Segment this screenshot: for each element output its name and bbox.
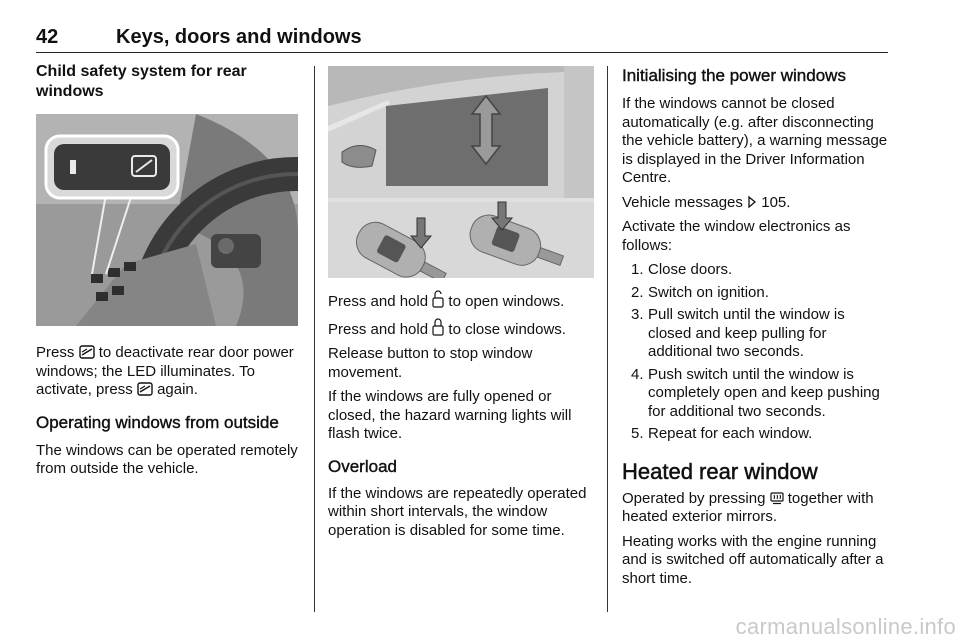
paragraph-hazard: If the windows are fully opened or closed, the hazard warning lights will flash twice.: [328, 388, 572, 442]
section-heading-outside: Operating windows from outside: [36, 412, 279, 432]
lock-key-icon: [432, 318, 444, 336]
section-heading-initialising: Initialising the power windows: [622, 66, 846, 85]
page-header: [36, 22, 888, 53]
paragraph-vehicle-messages: Vehicle messages 105.: [622, 193, 791, 211]
paragraph-overload: If the windows are repeatedly operated within short intervals, the window operation is disabled for some time.: [328, 484, 587, 539]
paragraph-init-intro: If the windows cannot be closed automatically (e.g. after disconnecting the vehicle battery), a warning message is displayed in the Driver Information Centre.: [622, 95, 888, 186]
section-heading-overload: Overload: [328, 456, 397, 476]
section-title-child-safety: Child safety system for rear windows: [36, 63, 247, 100]
list-item: 2. Switch on ignition.: [631, 283, 769, 301]
child-lock-window-icon: [137, 382, 153, 396]
list-item: 5. Repeat for each window.: [631, 425, 813, 442]
chapter-title: Keys, doors and windows: [116, 26, 362, 48]
column-middle: [328, 62, 594, 540]
list-item: 3. Pull switch until the window is closed and keep pulling for additional two seconds.: [631, 306, 845, 360]
steps-list: [622, 261, 888, 444]
paragraph-release: Release button to stop window movement.: [328, 345, 533, 381]
list-item: 1. Close doors.: [631, 261, 733, 278]
paragraph-child-lock: Press to deactivate rear door power windows; the LED illuminates. To activate, press again.: [36, 344, 294, 398]
paragraph-remote: The windows can be operated remotely from outside the vehicle.: [36, 441, 298, 477]
watermark: carmanualsonline.info: [735, 614, 956, 639]
unlock-key-icon: [432, 290, 444, 308]
column-divider-2: [607, 66, 608, 612]
paragraph-heated-operation: Operated by pressing together with heated exterior mirrors.: [622, 489, 874, 525]
paragraph-heating-duration: Heating works with the engine running and is switched off automatically after a short time.: [622, 532, 884, 587]
column-divider-1: [314, 66, 315, 612]
paragraph-close: Press and hold to close windows.: [328, 318, 594, 340]
paragraph-open: Press and hold to open windows.: [328, 290, 594, 312]
rear-window-heating-icon: [770, 491, 784, 505]
column-left: [36, 62, 300, 479]
child-lock-window-icon: [79, 345, 95, 359]
page-number: 42: [36, 26, 59, 48]
paragraph-activate: Activate the window electronics as follows:: [622, 218, 851, 254]
page-reference-arrow-icon: [747, 195, 757, 209]
door-switch-illustration: [36, 114, 298, 326]
section-title-heated-rear-window: Heated rear window: [622, 458, 818, 484]
column-right: [622, 62, 888, 588]
list-item: 4. Push switch until the window is completely open and keep pushing for additional two seconds.: [631, 365, 880, 420]
window-key-illustration: [328, 66, 594, 278]
